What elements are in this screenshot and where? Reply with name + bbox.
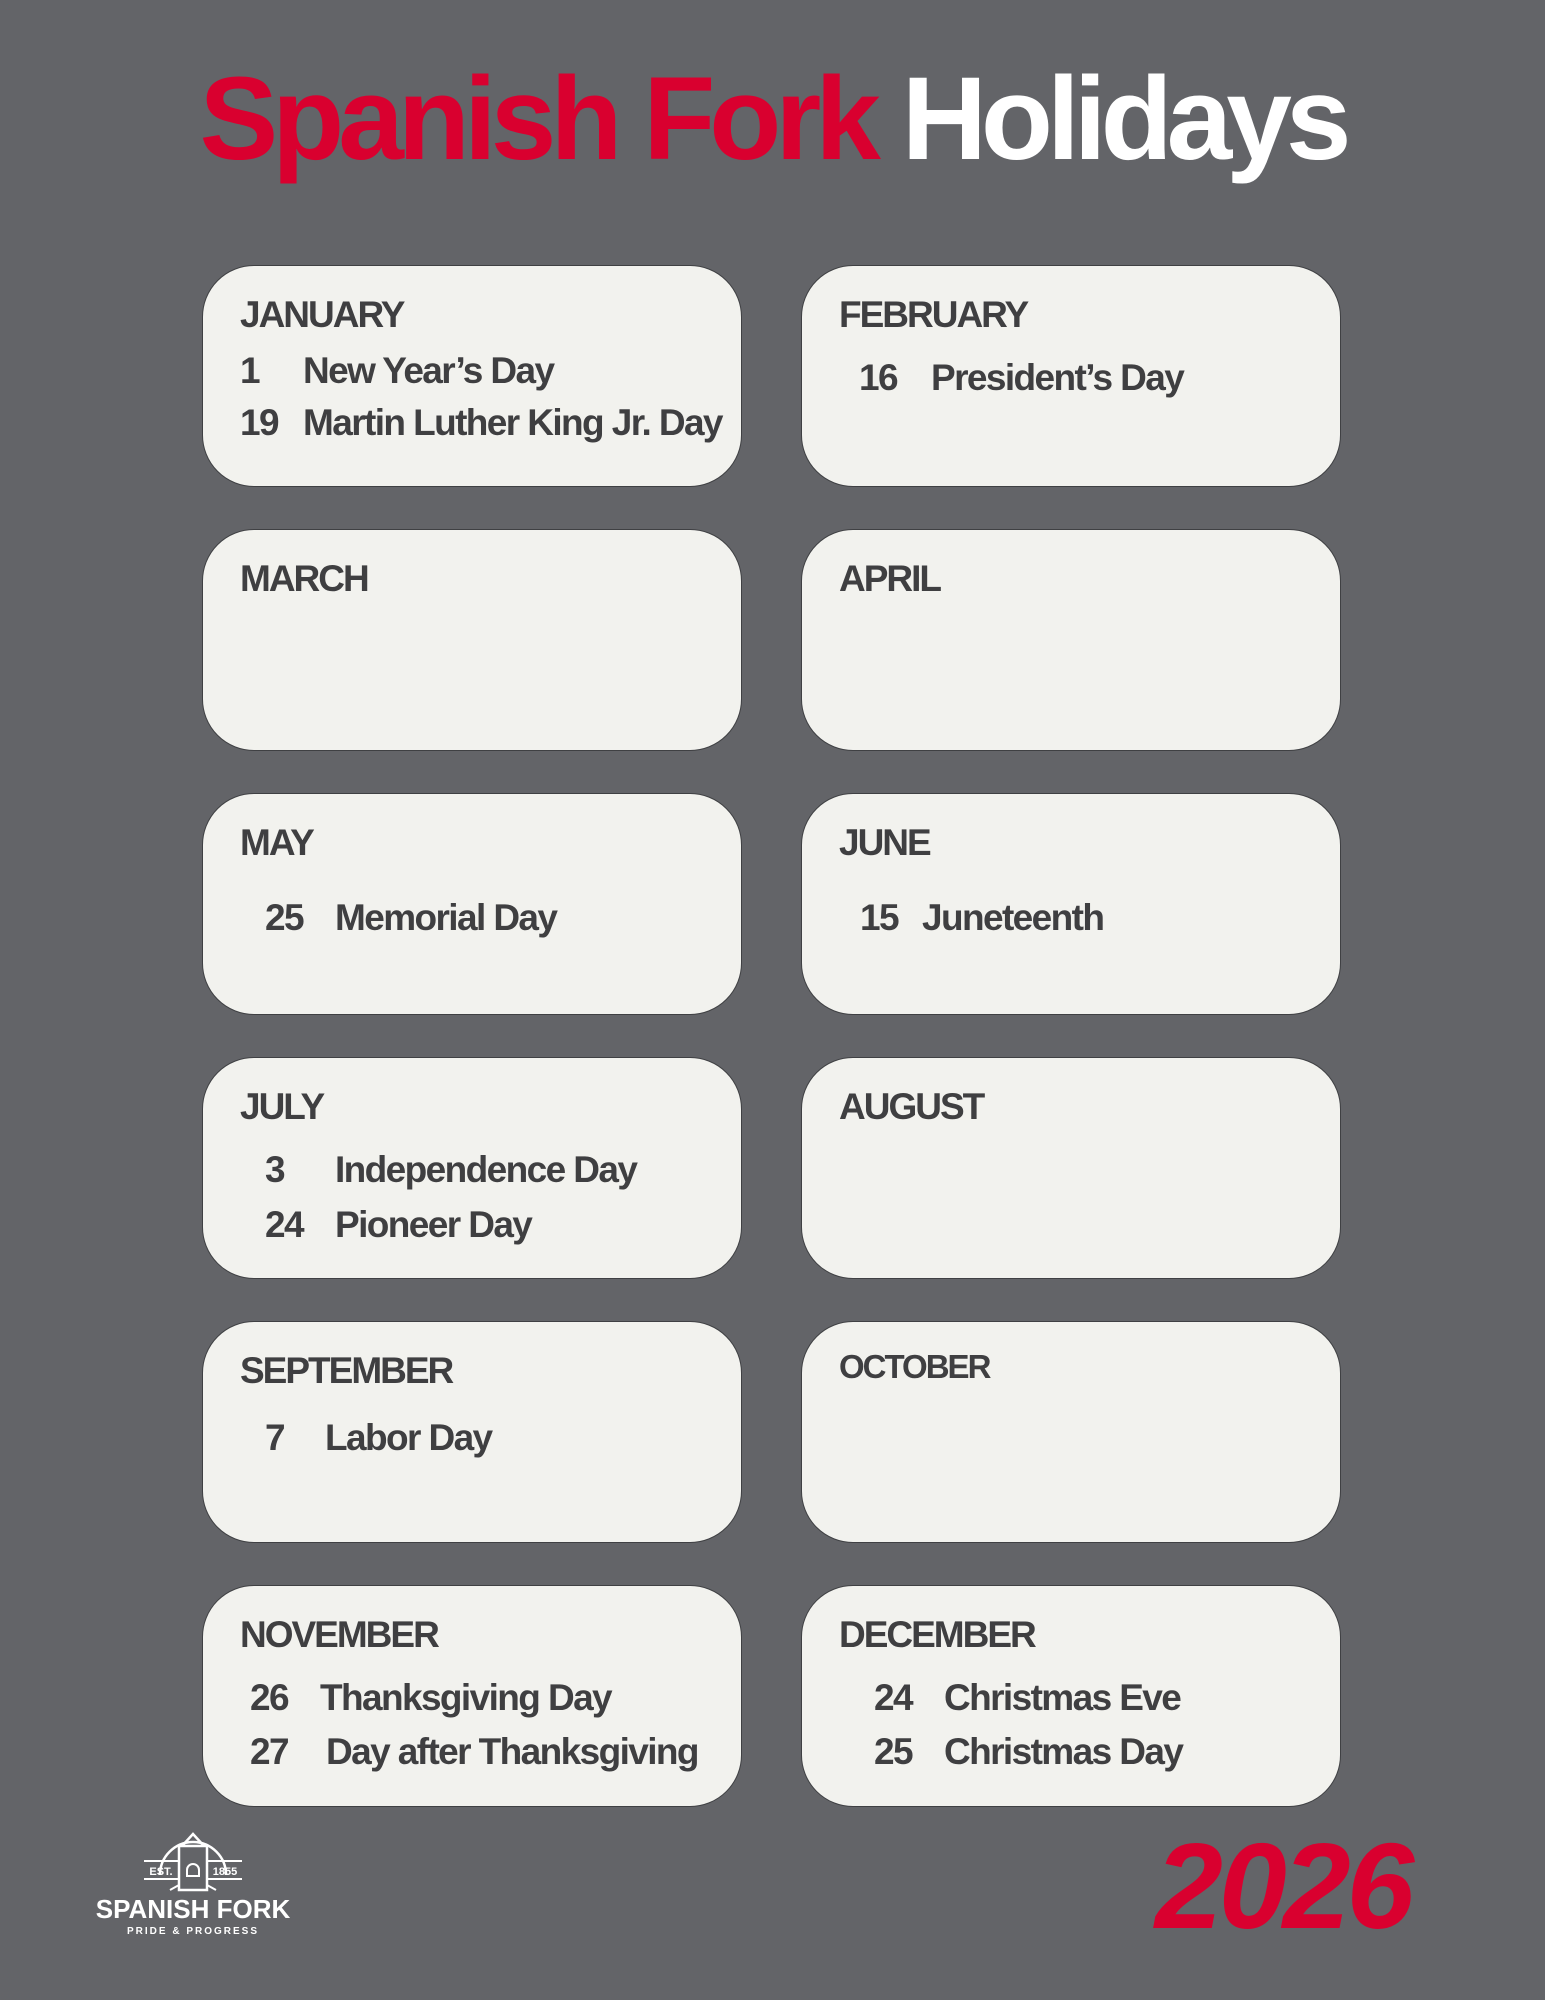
- holiday-item: 15 Juneteenth: [860, 897, 1104, 938]
- svg-text:SPANISH FORK: SPANISH FORK: [95, 1894, 291, 1924]
- holiday-item: 27 Day after Thanksgiving: [250, 1731, 698, 1772]
- month-name: DECEMBER: [839, 1614, 1035, 1655]
- month-name: JULY: [240, 1086, 324, 1127]
- month-card-july: [202, 1057, 742, 1279]
- svg-text:EST.: EST.: [149, 1866, 173, 1878]
- month-name: NOVEMBER: [240, 1614, 438, 1655]
- month-card-may: [202, 793, 742, 1015]
- month-card-february: [801, 265, 1341, 487]
- holiday-item: 16 President’s Day: [859, 357, 1184, 398]
- holiday-item: 7 Labor Day: [265, 1417, 492, 1458]
- calendar-year: 2026: [1155, 1818, 1411, 1954]
- title-holidays: Holidays: [901, 53, 1346, 185]
- holiday-item: 1 New Year’s Day: [240, 350, 554, 391]
- month-card-january: [202, 265, 742, 487]
- svg-text:1855: 1855: [212, 1866, 238, 1878]
- holiday-item: 24 Pioneer Day: [265, 1204, 532, 1245]
- month-card-june: [801, 793, 1341, 1015]
- month-name: APRIL: [839, 558, 940, 599]
- month-card-october: [801, 1321, 1341, 1543]
- month-name: AUGUST: [839, 1086, 984, 1127]
- title-city: Spanish Fork: [199, 53, 875, 185]
- month-card-march: [202, 529, 742, 751]
- month-card-august: [801, 1057, 1341, 1279]
- svg-text:PRIDE & PROGRESS: PRIDE & PROGRESS: [126, 1926, 260, 1937]
- city-hall-icon: [78, 1830, 308, 1940]
- month-name: FEBRUARY: [839, 294, 1028, 335]
- spanish-fork-logo: [78, 1830, 308, 1940]
- month-name: JUNE: [839, 822, 930, 863]
- month-card-september: [202, 1321, 742, 1543]
- month-card-december: [801, 1585, 1341, 1807]
- holiday-item: 3 Independence Day: [265, 1149, 637, 1190]
- month-name: OCTOBER: [839, 1348, 990, 1385]
- holiday-item: 26 Thanksgiving Day: [250, 1677, 612, 1718]
- page-title: [0, 53, 1545, 185]
- month-name: MARCH: [240, 558, 368, 599]
- holiday-item: 25 Christmas Day: [874, 1731, 1183, 1772]
- month-name: MAY: [240, 822, 313, 863]
- holiday-item: 19 Martin Luther King Jr. Day: [240, 402, 722, 443]
- holiday-item: 25 Memorial Day: [265, 897, 557, 938]
- month-card-november: [202, 1585, 742, 1807]
- holiday-item: 24 Christmas Eve: [874, 1677, 1181, 1718]
- month-name: SEPTEMBER: [240, 1350, 453, 1391]
- month-name: JANUARY: [240, 294, 404, 335]
- month-card-april: [801, 529, 1341, 751]
